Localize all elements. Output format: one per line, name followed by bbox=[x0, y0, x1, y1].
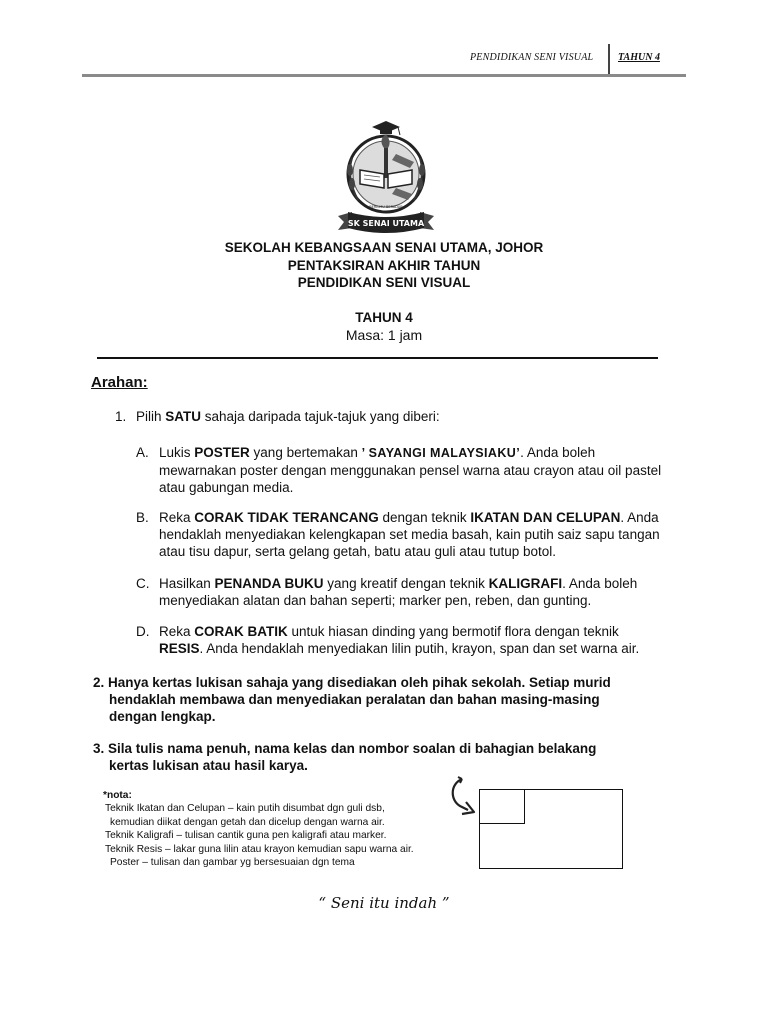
header-year: TAHUN 4 bbox=[618, 52, 660, 63]
nota-line: Teknik Resis – lakar guna lilin atau krayon kemudian sapu warna air. bbox=[105, 843, 414, 855]
nota-line: Poster – tulisan dan gambar yg bersesuaian dgn tema bbox=[110, 857, 355, 869]
title-divider bbox=[97, 357, 658, 359]
item2-text: 2. Hanya kertas lukisan sahaja yang disediakan oleh pihak sekolah. Setiap murid hendaklah membawa dan menyediakan peralatan dan bahan masing-masing dengan lengkap. bbox=[93, 675, 611, 724]
item1-number: 1. bbox=[115, 409, 127, 424]
option-b-letter: B. bbox=[136, 510, 149, 525]
nota-block bbox=[103, 789, 414, 869]
option-c-text: Hasilkan PENANDA BUKU yang kreatif dengan teknik KALIGRAFI. Anda boleh menyediakan alatan dan bahan seperti; marker pen, reben, dan gunting. bbox=[159, 576, 638, 608]
option-a-letter: A. bbox=[136, 445, 149, 460]
option-b-text: Reka CORAK TIDAK TERANCANG dengan teknik IKATAN DAN CELUPAN. Anda hendaklah menyediakan kelengkapan set media basah, kain putih saiz sapu tangan atau tisu dapur, serta gelang getah, batu atau guli atau tutup botol. bbox=[159, 510, 660, 559]
school-crest-logo bbox=[334, 118, 438, 242]
nota-line: Teknik Ikatan dan Celupan – kain putih disumbat dgn guli dsb, bbox=[105, 803, 385, 815]
assessment-title: PENTAKSIRAN AKHIR TAHUN bbox=[287, 257, 481, 273]
footer-quote: “ Seni itu indah ” bbox=[318, 894, 450, 912]
crest-small-text: BERILMU BERADAB bbox=[369, 205, 403, 209]
option-c-letter: C. bbox=[136, 576, 150, 591]
duration-text: Masa: 1 jam bbox=[345, 326, 423, 343]
crest-ribbon-text: SK SENAI UTAMA bbox=[347, 219, 425, 228]
document-titles bbox=[0, 239, 768, 344]
item1-text: Pilih SATU sahaja daripada tajuk-tajuk yang diberi: bbox=[136, 409, 440, 424]
nota-line: kemudian diikat dengan getah dan dicelup dengan warna air. bbox=[110, 816, 385, 828]
instructions-heading: Arahan: bbox=[91, 374, 148, 391]
option-d-letter: D. bbox=[136, 624, 150, 639]
school-name: SEKOLAH KEBANGSAAN SENAI UTAMA, JOHOR bbox=[224, 240, 544, 255]
nota-label: *nota: bbox=[103, 790, 132, 801]
paper-label-corner bbox=[479, 789, 525, 824]
curved-arrow-icon bbox=[448, 776, 480, 816]
subject-title: PENDIDIKAN SENI VISUAL bbox=[297, 275, 471, 290]
option-d-text: Reka CORAK BATIK untuk hiasan dinding yang bermotif flora dengan teknik RESIS. Anda hendaklah menyediakan lilin putih, krayon, span dan set warna air. bbox=[159, 624, 640, 656]
header-rule bbox=[82, 74, 686, 77]
option-a-text: Lukis POSTER yang bertemakan ’ SAYANGI MALAYSIAKU’. Anda boleh mewarnakan poster dengan menggunakan pensel warna atau crayon atau oil pastel atau gabungan media. bbox=[159, 445, 662, 495]
header-separator bbox=[608, 44, 610, 74]
header-subject: PENDIDIKAN SENI VISUAL bbox=[470, 52, 594, 63]
item3-text: 3. Sila tulis nama penuh, nama kelas dan nombor soalan di bahagian belakang kertas lukisan atau hasil karya. bbox=[93, 741, 597, 773]
nota-line: Teknik Kaligrafi – tulisan cantik guna pen kaligrafi atau marker. bbox=[105, 830, 387, 842]
year-title: TAHUN 4 bbox=[355, 309, 413, 325]
